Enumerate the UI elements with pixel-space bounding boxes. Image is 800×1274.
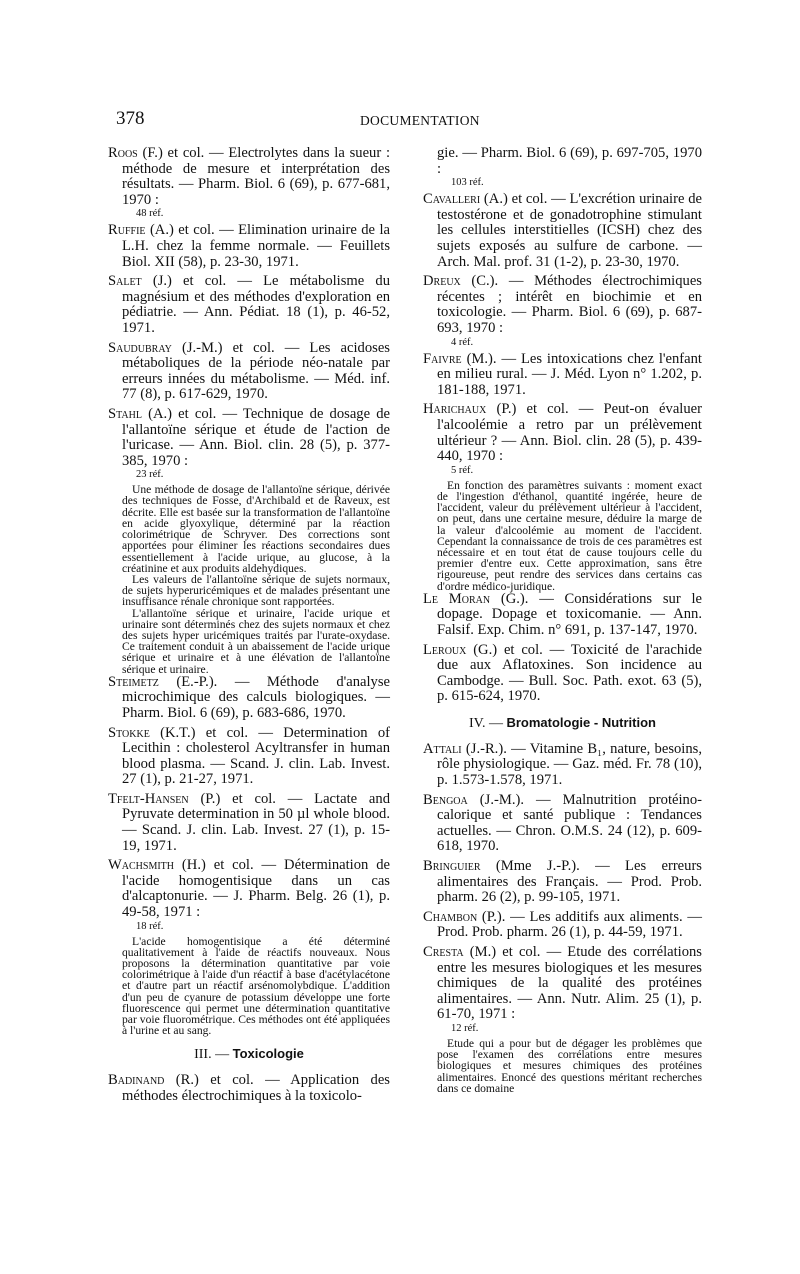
bibliography-entry <box>108 146 390 219</box>
entry-author: Saudubray <box>108 339 172 356</box>
entry-ref-count: 5 réf. <box>451 464 474 476</box>
entry-author: Roos <box>108 145 138 161</box>
entry-author: Ruffie <box>108 222 146 239</box>
bibliography-entry <box>108 675 390 722</box>
entry-citation: (A.) et col. — Elimination urinaire de la L.H. chez la femme normale. — Feuillets Biol. XII (58), p. 23-30, 1971. <box>122 222 390 270</box>
entry-citation: (R.) et col. — Application des méthodes électrochimiques à la toxicolo- <box>122 1072 390 1105</box>
entry-citation: (P.). — Les additifs aux aliments. — Prod. Prob. pharm. 26 (1), p. 44-59, 1971. <box>437 908 702 941</box>
bibliography-entry <box>108 223 390 270</box>
entry-citation: (Mme J.-P.). — Les erreurs alimentaires des Français. — Prod. Prob. pharm. 26 (2), p. 99-105, 1971. <box>437 858 702 906</box>
entry-abstract: L'acide homogentisique a été déterminé qualitativement à l'aide de réactifs nouveaux. Nous proposons la détermination quantitative par voie colorimétrique à l'aide d'un réactif à base d'acétylacétone et d'autre part un réactif arsénomolybdique. L'addition d'un peu de cyanure de potassium développe une forte fluorescence qui permet une détermination quantitative par voie fluorométrique. Ces méthodes ont été appliquées à l'urine et au sang. <box>122 934 390 1038</box>
entry-author: Harichaux <box>423 401 487 418</box>
bibliography-entry <box>423 592 702 639</box>
entry-abstract: En fonction des paramètres suivants : moment exact de l'ingestion d'éthanol, quantité ingérée, heure de l'accident, valeur du prélèvement ultérieur à l'accident, on peut, dans une certaine mesure, déduire la marge de la valeur d'alcoolémie au moment de l'accident. Cependant la connaissance de trois de ces paramètres est nécessaire et en tout état de cause toujours celle du premier d'entre eux. Cette approximation, sans être rigoureuse, peut rendre des services dans certains cas d'ordre médico-juridique. <box>437 478 702 593</box>
bibliography-entry <box>423 402 702 475</box>
entry-author: Dreux <box>423 273 461 290</box>
entry-author: Wachsmith <box>108 857 175 874</box>
left-column <box>108 146 390 1109</box>
bibliography-entry <box>423 146 702 188</box>
bibliography-entry <box>423 793 702 855</box>
entry-ref-count: 12 réf. <box>451 1022 479 1034</box>
entry-author: Attali <box>423 740 462 757</box>
entry-citation: (J.) et col. — Le métabolisme du magnésium et des méthodes d'exploration en pédiatrie. — Ann. Pédiat. 18 (1), p. 46-52, 1971. <box>122 273 390 336</box>
entry-ref-count: 48 réf. <box>136 208 164 220</box>
entry-author: Tfelt-Hansen <box>108 790 189 807</box>
section-heading <box>423 715 702 732</box>
entry-citation: (H.) et col. — Détermination de l'acide homogentisique dans un cas d'alcaptonurie. — J. Pharm. Belg. 26 (1), p. 49-58, 1971 : <box>122 857 390 921</box>
entry-author: Bringuier <box>423 858 481 875</box>
entry-citation: gie. — Pharm. Biol. 6 (69), p. 697-705, 1970 : <box>437 145 702 177</box>
entry-abstract: Une méthode de dosage de l'allantoïne sérique, dérivée des techniques de Fosse, d'Archibald et de Raveux, est décrite. Elle est basée sur la transformation de l'allantoïne en acide glyoxylique, déterminé par la réaction colorimétrique de Schryver. Des corrections sont apportées pour éliminer les réactions secondaires dues essentiellement à l'acide urique, au glucose, à la créatinine et aux produits aldehydiques. <box>122 483 390 575</box>
entry-citation: (K.T.) et col. — Determination of Lecithin : cholesterol Acyltransfer in human blood plasma. — Scand. J. clin. Lab. Invest. 27 (1), p. 21-27, 1971. <box>122 724 390 788</box>
entry-citation: (P.) et col. — Peut-on évaluer l'alcoolémie a retro par un prélèvement ultérieur ? — Ann. Biol. clin. 28 (5), p. 439-440, 1970 : <box>437 401 702 465</box>
entry-author: Le Moran <box>423 590 491 607</box>
entry-author: Badinand <box>108 1072 165 1089</box>
page-number: 378 <box>116 108 145 129</box>
entry-abstract: Les valeurs de l'allantoïne sérique de sujets normaux, de sujets hyperuricémiques et de malades présentant une insuffisance rénale chronique sont rapportées. <box>122 572 390 609</box>
entry-abstract: L'allantoïne sérique et urinaire, l'acide urique et urinaire sont déterminés chez des sujets normaux et chez des sujets hyper uricémiques traités par l'urate-oxydase. Ce traitement conduit à un abaissement de l'acide urique sérique et urinaire et à une élévation de l'allantoïne sérique et urinaire. <box>122 606 390 676</box>
entry-citation: (M.) et col. — Etude des corrélations entre les mesures biologiques et les mesures chimiques de la qualité des protéines alimentaires. — Ann. Nutr. Alim. 25 (1), p. 61-70, 1971 : <box>437 944 702 1023</box>
entry-abstract: Etude qui a pour but de dégager les problèmes que pose l'examen des corrélations entre mesures biologiques et mesures chimiques des protéines alimentaires. Enoncé des questions méritant recherches dans ce domaine <box>437 1036 702 1095</box>
entry-citation: (C.). — Méthodes électrochimiques récentes ; intérêt en biochimie et en toxicologie. — Pharm. Biol. 6 (69), p. 687-693, 1970 : <box>437 273 702 336</box>
entry-citation: (G.) et col. — Toxicité de l'arachide due aux Aflatoxines. Son incidence au Cambodge. — Bull. Soc. Path. exot. 63 (5), p. 615-624, 1970. <box>437 641 702 705</box>
entry-ref-count: 103 réf. <box>451 177 484 189</box>
bibliography-entry <box>423 192 702 270</box>
entry-citation: (J.-R.). — Vitamine B₁, nature, besoins, rôle physiologique. — Gaz. méd. Fr. 78 (10), p. 1.573-1.578, 1971. <box>437 740 702 789</box>
entry-citation: (E.-P.). — Méthode d'analyse microchimique des calculs biologiques. — Pharm. Biol. 6 (69), p. 683-686, 1970. <box>122 673 390 721</box>
entry-author: Stahl <box>108 405 142 422</box>
bibliography-entry <box>423 643 702 705</box>
bibliography-entry <box>108 407 390 480</box>
bibliography-entry <box>423 352 702 399</box>
page-header <box>116 108 706 138</box>
entry-citation: (F.) et col. — Electrolytes dans la sueur : méthode de mesure et interprétation des résultats. — Pharm. Biol. 6 (69), p. 677-681, 1970 : <box>122 145 390 208</box>
bibliography-entry <box>108 858 390 931</box>
entry-author: Chambon <box>423 908 478 925</box>
entry-citation: (G.). — Considérations sur le dopage. Dopage et toxicomanie. — Ann. Falsif. Exp. Chim. n° 691, p. 137-147, 1970. <box>437 590 702 638</box>
entry-author: Cresta <box>423 944 464 960</box>
entry-author: Faivre <box>423 350 462 367</box>
bibliography-entry <box>108 1073 390 1104</box>
entry-author: Cavalleri <box>423 191 481 208</box>
bibliography-entry <box>423 910 702 941</box>
right-column <box>423 146 702 1094</box>
section-numeral: IV. — <box>469 715 507 731</box>
bibliography-entry <box>423 274 702 347</box>
running-title: DOCUMENTATION <box>360 113 480 128</box>
bibliography-entry <box>108 792 390 854</box>
entry-citation: (M.). — Les intoxications chez l'enfant en milieu rural. — J. Méd. Lyon n° 1.202, p. 181-188, 1971. <box>437 350 702 398</box>
section-numeral: III. — <box>194 1047 233 1063</box>
bibliography-entry <box>423 742 702 789</box>
entry-ref-count: 23 réf. <box>136 469 164 481</box>
section-heading <box>108 1046 390 1063</box>
entry-author: Salet <box>108 273 142 290</box>
entry-citation: (A.) et col. — Technique de dosage de l'allantoïne sérique et étude de l'action de l'uricase. — Ann. Biol. clin. 28 (5), p. 377-385, 1970 : <box>122 405 390 469</box>
bibliography-entry <box>108 341 390 403</box>
entry-ref-count: 4 réf. <box>451 336 474 348</box>
entry-author: Leroux <box>423 641 467 658</box>
entry-ref-count: 18 réf. <box>136 920 164 932</box>
entry-citation: (J.-M.) et col. — Les acidoses métaboliques de la période néo-natale par erreurs innées du métabolisme. — Méd. inf. 77 (8), p. 617-629, 1970. <box>122 339 390 403</box>
entry-author: Stokke <box>108 724 150 741</box>
entry-citation: (J.-M.). — Malnutrition protéino-calorique et santé publique : Tendances actuelles. — Chron. O.M.S. 24 (12), p. 609-618, 1970. <box>437 791 702 855</box>
bibliography-entry <box>423 859 702 906</box>
section-title: Toxicologie <box>232 1046 304 1062</box>
entry-citation: (P.) et col. — Lactate and Pyruvate determination in 50 µl whole blood. — Scand. J. clin. Lab. Invest. 27 (1), p. 15-19, 1971. <box>122 790 390 854</box>
section-title: Bromatologie - Nutrition <box>506 714 656 730</box>
bibliography-entry <box>108 274 390 336</box>
entry-author: Bengoa <box>423 791 468 808</box>
bibliography-entry <box>423 945 702 1034</box>
entry-author: Steimetz <box>108 673 159 690</box>
entry-citation: (A.) et col. — L'excrétion urinaire de testostérone et de gonadotrophine stimulant les cellules interstitielles (ICSH) chez des sujets exposés au sulfure de carbone. — Arch. Mal. prof. 31 (1-2), p. 23-30, 1970. <box>437 191 702 270</box>
bibliography-entry <box>108 726 390 788</box>
